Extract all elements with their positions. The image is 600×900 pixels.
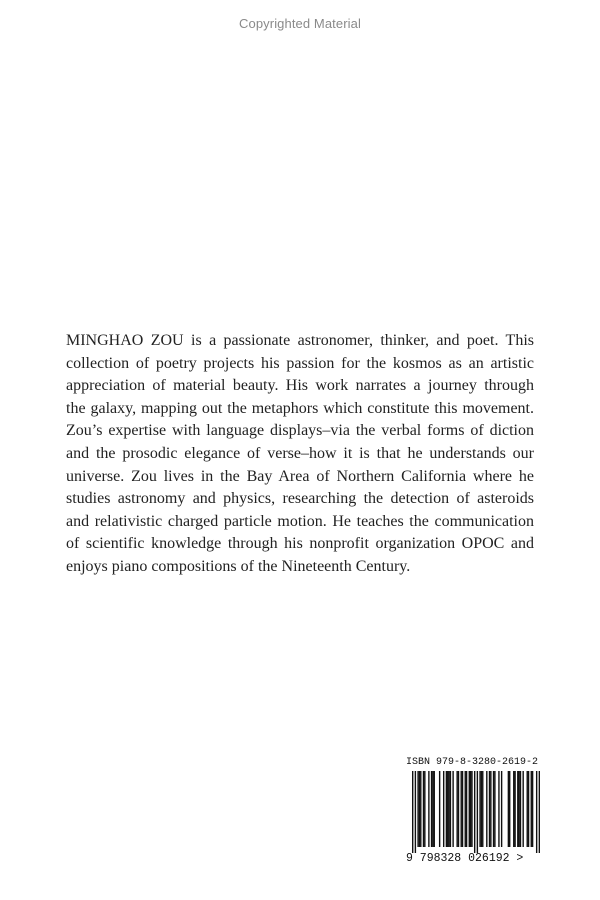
barcode-bar bbox=[479, 771, 480, 847]
barcode-bar bbox=[498, 771, 499, 847]
barcode-bar bbox=[424, 771, 425, 847]
barcode-bar bbox=[494, 771, 495, 847]
barcode-bar bbox=[423, 771, 424, 847]
barcode-bar bbox=[517, 771, 518, 847]
barcode-bar bbox=[450, 771, 451, 847]
barcode-bar bbox=[474, 771, 475, 853]
barcode-bar bbox=[493, 771, 494, 847]
barcode-bar bbox=[461, 771, 462, 847]
bio-line: Zou’s expertise with language displays–via the verbal forms of diction bbox=[66, 422, 534, 440]
barcode-bar bbox=[482, 771, 483, 847]
barcode-bar bbox=[465, 771, 466, 847]
barcode-bar bbox=[434, 771, 435, 847]
bio-line: and the prosodic elegance of verse–how it is that he understands our bbox=[66, 444, 534, 462]
barcode-bar bbox=[520, 771, 521, 847]
barcode-bar bbox=[466, 771, 467, 847]
barcode-bar bbox=[428, 771, 429, 847]
barcode-bar bbox=[443, 771, 444, 847]
barcode-bar bbox=[448, 771, 449, 847]
barcode-bar bbox=[432, 771, 433, 847]
barcode-bar bbox=[509, 771, 510, 847]
isbn-label: ISBN 979-8-3280-2619-2 bbox=[406, 757, 539, 768]
barcode-bar bbox=[431, 771, 432, 847]
barcode-bar bbox=[419, 771, 420, 847]
bio-line: appreciation of material beauty. His work narrates a journey through bbox=[66, 377, 534, 395]
barcode-bar bbox=[462, 771, 463, 847]
bio-line: collection of poetry projects his passion for the kosmos as an artistic bbox=[66, 354, 534, 372]
barcode-bar bbox=[415, 771, 416, 853]
barcode-bar bbox=[532, 771, 533, 847]
bio-line: and relativistic charged particle motion. He teaches the communication bbox=[66, 512, 534, 530]
barcode-bar bbox=[513, 771, 514, 847]
bio-line: universe. Zou lives in the Bay Area of Northern California where he bbox=[66, 467, 534, 485]
barcode-bar bbox=[528, 771, 529, 847]
barcode-bar bbox=[489, 771, 490, 847]
barcode-bar bbox=[456, 771, 457, 847]
barcode-bar bbox=[412, 771, 413, 853]
barcode-bar bbox=[458, 771, 459, 847]
barcode-bar bbox=[439, 771, 440, 847]
barcode-bar bbox=[531, 771, 532, 847]
bio-line: MINGHAO ZOU is a passionate astronomer, thinker, and poet. This bbox=[66, 332, 534, 349]
barcode-bar bbox=[486, 771, 487, 847]
barcode-digits: 9 798328 026192 > bbox=[406, 852, 524, 865]
barcode-bar bbox=[446, 771, 447, 847]
barcode-bar bbox=[539, 771, 540, 853]
barcode-bar bbox=[471, 771, 472, 847]
barcode-bar bbox=[447, 771, 448, 847]
barcode-bar bbox=[477, 771, 478, 853]
bio-line: enjoys piano compositions of the Nineteenth Century. bbox=[66, 557, 411, 575]
watermark-top: Copyrighted Material bbox=[239, 16, 361, 31]
barcode-bar bbox=[501, 771, 502, 847]
barcode-bar bbox=[469, 771, 470, 847]
bio-line: of scientific knowledge through his nonprofit organization OPOC and bbox=[66, 535, 534, 553]
barcode-bar bbox=[514, 771, 515, 847]
bio-line: studies astronomy and physics, researching the detection of asteroids bbox=[66, 490, 534, 508]
barcode-bar bbox=[508, 771, 509, 847]
barcode-bar bbox=[490, 771, 491, 847]
barcode-bar bbox=[527, 771, 528, 847]
barcode-bar bbox=[417, 771, 418, 847]
barcode-bar bbox=[452, 771, 453, 847]
barcode-bar bbox=[470, 771, 471, 847]
barcode-bars bbox=[412, 771, 540, 853]
barcode-bar bbox=[536, 771, 537, 853]
barcode-bar bbox=[481, 771, 482, 847]
barcode-bar bbox=[420, 771, 421, 847]
barcode-bar bbox=[518, 771, 519, 847]
isbn-barcode bbox=[406, 757, 546, 869]
barcode-bar bbox=[522, 771, 523, 847]
author-bio bbox=[66, 330, 534, 579]
bio-line: the galaxy, mapping out the metaphors which constitute this movement. bbox=[66, 399, 534, 417]
